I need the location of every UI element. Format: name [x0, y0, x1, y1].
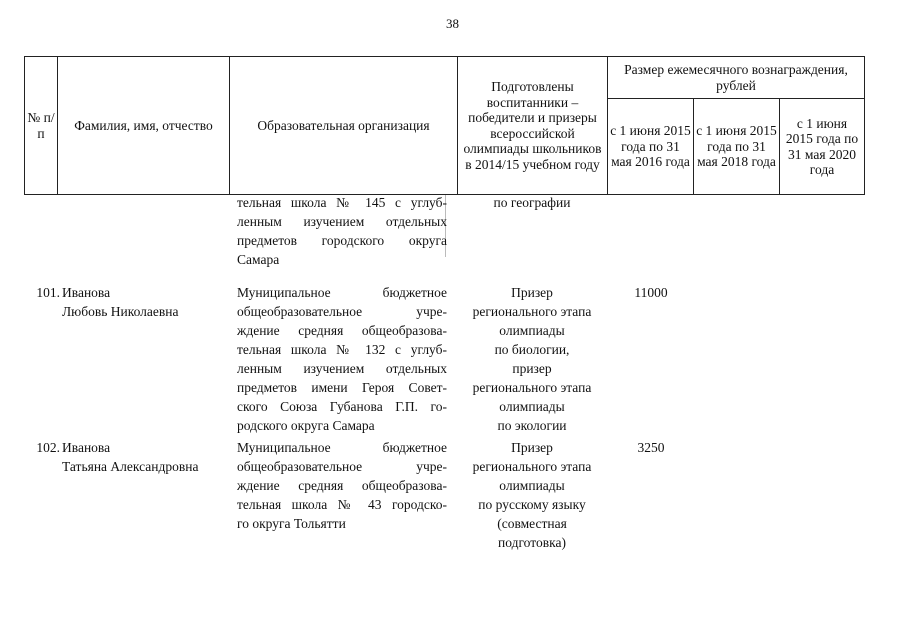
- org-line: Муниципальное бюджетное: [237, 285, 447, 300]
- winners-line: олимпиады: [499, 399, 565, 414]
- header-period-1: с 1 июня 2015 года по 31 мая 2016 года: [608, 99, 694, 195]
- header-reward-group: Размер ежемесячного вознаграждения, рублей: [608, 57, 865, 99]
- org-line: Муниципальное бюджетное: [237, 440, 447, 455]
- winners-line: (совместная: [497, 516, 567, 531]
- org-line: тельная школа № 145 с углуб-: [237, 195, 447, 210]
- full-name-line: Татьяна Александровна: [62, 459, 199, 474]
- reward-amount: 3250: [637, 440, 665, 455]
- org-line: ленным изучением отдельных: [237, 214, 447, 229]
- full-name: [62, 283, 232, 321]
- org-line: родского округа Самара: [237, 418, 375, 433]
- header-table: [24, 56, 865, 195]
- header-fio: Фамилия, имя, отчество: [58, 57, 230, 195]
- org-line: ского Союза Губанова Г.П. го-: [237, 399, 447, 414]
- winners-line: по русскому языку: [478, 497, 586, 512]
- full-name-line: Любовь Николаевна: [62, 304, 179, 319]
- full-name-line: Иванова: [62, 440, 111, 455]
- winners-line: по биологии,: [494, 342, 570, 357]
- full-name: [62, 438, 232, 476]
- org-line: ждение средняя общеобразова-: [237, 323, 447, 338]
- winners-line: олимпиады: [499, 323, 565, 338]
- org-line: тельная школа № 43 городско-: [237, 497, 447, 512]
- winners-cell: [457, 193, 607, 212]
- org-line: ждение средняя общеобразова-: [237, 478, 447, 493]
- org-line: предметов имени Героя Совет-: [237, 380, 447, 395]
- header-period-3: с 1 июня 2015 года по 31 мая 2020 года: [780, 99, 865, 195]
- winners-cell: [457, 438, 607, 552]
- header-org: Образовательная организация: [230, 57, 458, 195]
- org-line: ленным изучением отдельных: [237, 361, 447, 376]
- winners-line: регионального этапа: [472, 304, 592, 319]
- header-period-2: с 1 июня 2015 года по 31 мая 2018 года: [694, 99, 780, 195]
- header-num: № п/п: [25, 57, 58, 195]
- winners-line: по экологии: [497, 418, 567, 433]
- winners-line: Призер: [511, 440, 553, 455]
- winners-cell: [457, 283, 607, 435]
- full-name-line: Иванова: [62, 285, 111, 300]
- winners-line: призер: [512, 361, 552, 376]
- row-number: 101.: [36, 285, 60, 300]
- winners-line: олимпиады: [499, 478, 565, 493]
- org-line: общеобразовательное учре-: [237, 304, 447, 319]
- org-line: тельная школа № 132 с углуб-: [237, 342, 447, 357]
- org-cell: [237, 193, 447, 269]
- row-number: 102.: [36, 440, 60, 455]
- org-cell: [237, 283, 447, 435]
- org-line: общеобразовательное учре-: [237, 459, 447, 474]
- winners-line: по географии: [493, 195, 571, 210]
- page-number: 38: [446, 16, 459, 31]
- winners-line: подготовка): [498, 535, 566, 550]
- org-cell: [237, 438, 447, 533]
- org-line: го округа Тольятти: [237, 516, 346, 531]
- winners-line: регионального этапа: [472, 380, 592, 395]
- reward-amount: 11000: [634, 285, 668, 300]
- header-winners: Подготовлены воспитанники – победители и призеры всероссийской олимпиады школьников в 2014/15 учебном году: [458, 57, 608, 195]
- org-line: предметов городского округа: [237, 233, 447, 248]
- winners-line: регионального этапа: [472, 459, 592, 474]
- winners-line: Призер: [511, 285, 553, 300]
- org-line: Самара: [237, 252, 280, 267]
